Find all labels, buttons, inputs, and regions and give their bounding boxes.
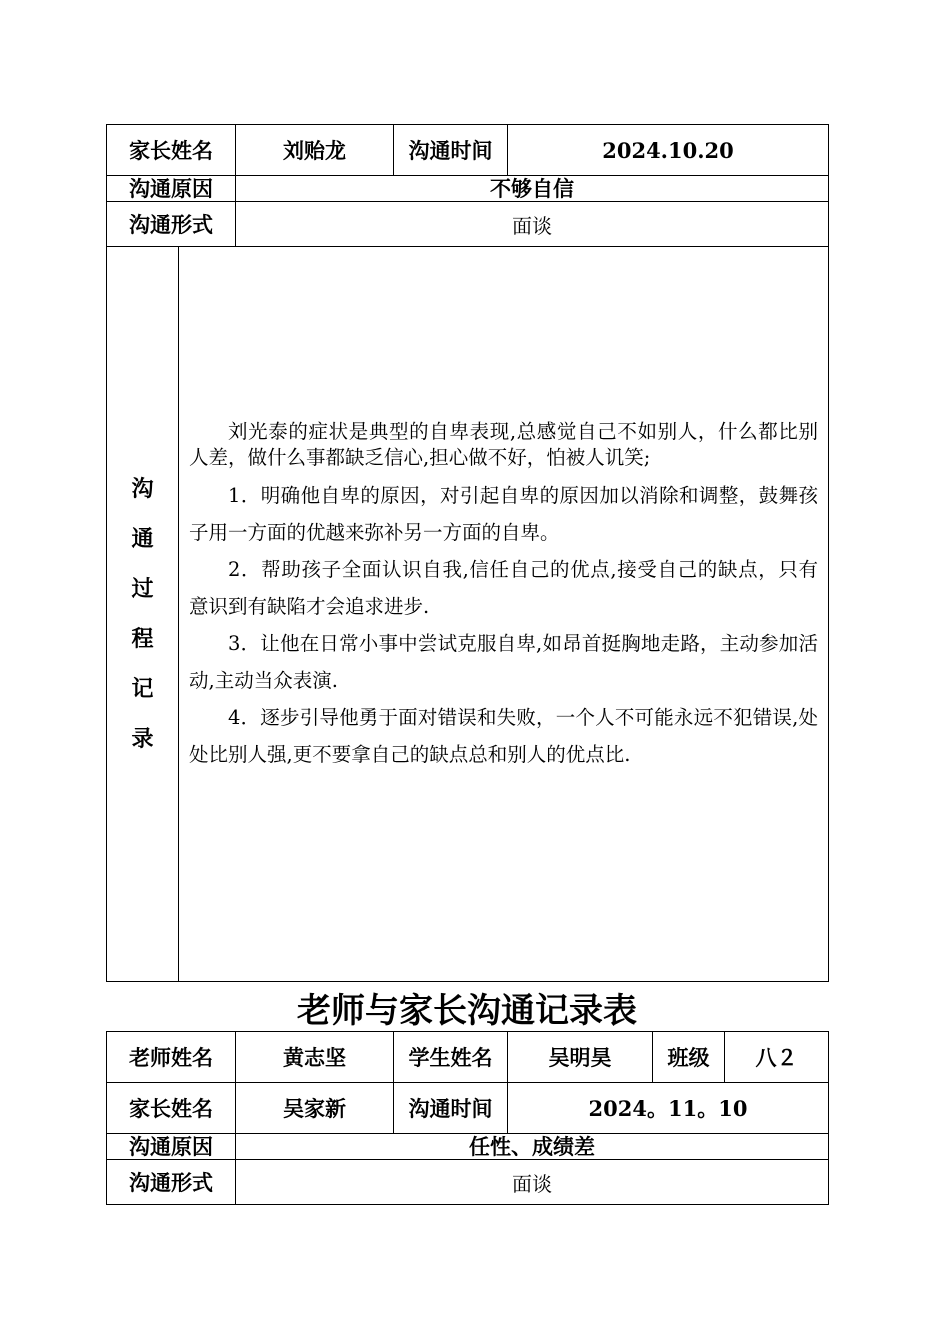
communication-time-value: 2024。11。10	[508, 1083, 829, 1134]
reason-label: 沟通原因	[107, 176, 236, 202]
process-paragraph: 1．明确他自卑的原因，对引起自卑的原因加以消除和调整，鼓舞孩子用一方面的优越来弥补另一方面的自卑。	[189, 484, 818, 544]
reason-label: 沟通原因	[107, 1134, 236, 1160]
parent-name-label: 家长姓名	[107, 1083, 236, 1134]
class-label: 班级	[653, 1032, 725, 1083]
record-table-1	[106, 124, 829, 982]
teacher-name-value: 黄志坚	[236, 1032, 394, 1083]
record-table-2	[106, 1031, 829, 1205]
teacher-name-label: 老师姓名	[107, 1032, 236, 1083]
student-name-value: 吴明昊	[508, 1032, 653, 1083]
process-label-char: 沟	[131, 476, 154, 502]
process-record-content	[179, 247, 829, 982]
form-value: 面谈	[236, 202, 829, 247]
process-label-char: 过	[131, 576, 154, 602]
form-label: 沟通形式	[107, 1160, 236, 1205]
process-label-char: 程	[131, 626, 154, 652]
process-record-label	[107, 247, 179, 982]
form-title: 老师与家长沟通记录表	[297, 991, 637, 1031]
reason-value: 任性、成绩差	[236, 1134, 829, 1160]
reason-value: 不够自信	[236, 176, 829, 202]
process-label-char: 通	[131, 526, 154, 552]
parent-name-value: 刘贻龙	[236, 125, 394, 176]
student-name-label: 学生姓名	[394, 1032, 508, 1083]
process-paragraph: 3．让他在日常小事中尝试克服自卑,如昂首挺胸地走路，主动参加活动,主动当众表演.	[189, 632, 818, 692]
process-paragraph: 4．逐步引导他勇于面对错误和失败，一个人不可能永远不犯错误,处处比别人强,更不要拿自己的缺点总和别人的优点比.	[189, 706, 818, 766]
form-label: 沟通形式	[107, 202, 236, 247]
form-value: 面谈	[236, 1160, 829, 1205]
parent-name-value: 吴家新	[236, 1083, 394, 1134]
process-paragraph: 2．帮助孩子全面认识自我,信任自己的优点,接受自己的缺点，只有意识到有缺陷才会追求进步.	[189, 558, 818, 618]
process-paragraph: 刘光泰的症状是典型的自卑表现,总感觉自己不如别人，什么都比别人差，做什么事都缺乏信心,担心做不好，怕被人讥笑;	[189, 420, 818, 469]
parent-name-label: 家长姓名	[107, 125, 236, 176]
communication-time-label: 沟通时间	[394, 1083, 508, 1134]
communication-time-label: 沟通时间	[394, 125, 508, 176]
process-label-char: 记	[131, 676, 154, 702]
class-value: 八２	[725, 1032, 829, 1083]
communication-time-value: 2024.10.20	[508, 125, 829, 176]
process-label-char: 录	[131, 726, 154, 752]
